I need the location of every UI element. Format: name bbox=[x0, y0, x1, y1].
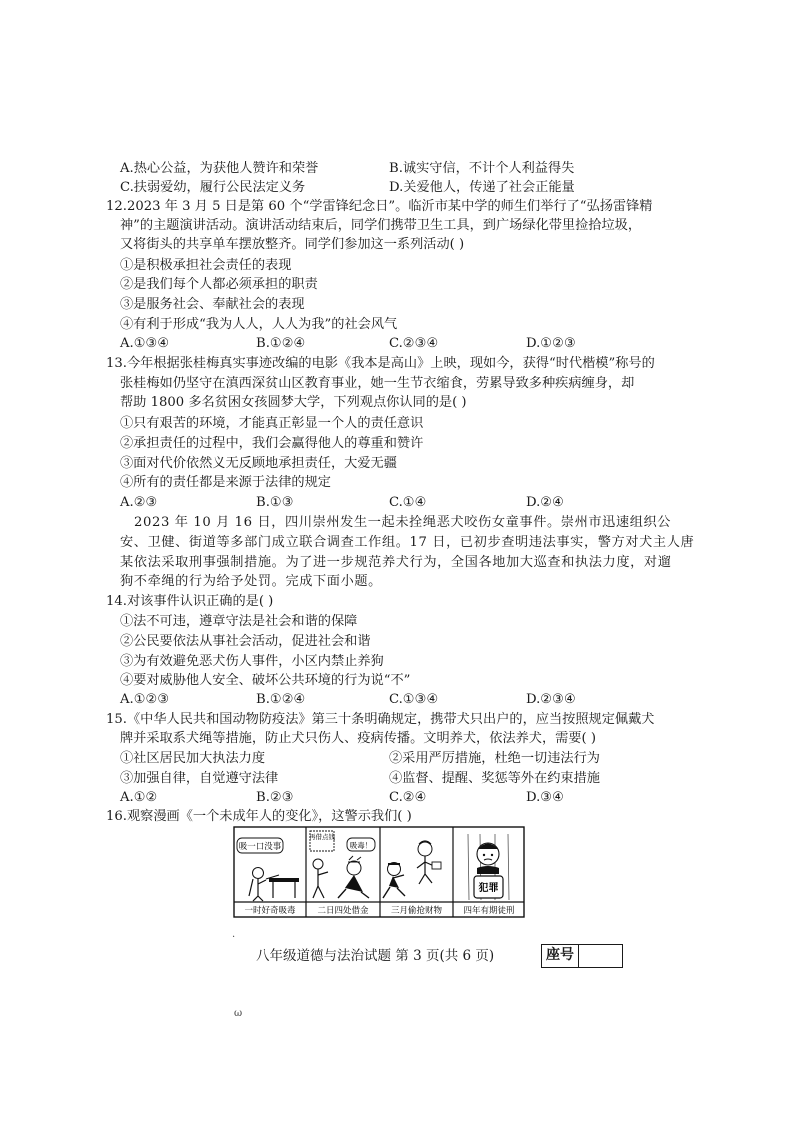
q13-item: ②承担责任的过程中，我们会赢得他人的尊重和赞许 bbox=[120, 436, 424, 451]
seat-number-label: 座号 bbox=[542, 945, 579, 967]
q12-stem-line: 12.2023 年 3 月 5 日是第 60 个“学雷锋纪念日”。临沂市某中学的师生们举行了“弘扬雷锋精 bbox=[106, 199, 653, 214]
q13-option-c: C.①④ bbox=[389, 495, 427, 510]
q15-item: ③加强自律，自觉遵守法律 bbox=[120, 771, 279, 786]
q15-item: ②采用严厉措施，杜绝一切违法行为 bbox=[389, 751, 600, 766]
page-footer: 八年级道德与法治试题 第 3 页(共 6 页) bbox=[256, 948, 495, 964]
q13-stem-line: 帮助 1800 多名贫困女孩圆梦大学，下列观点你认同的是( ) bbox=[120, 395, 467, 410]
q11-option-b: B.诚实守信，不计个人利益得失 bbox=[389, 161, 575, 176]
comic-caption: 二日四处借金 bbox=[317, 906, 369, 916]
seat-number-field[interactable] bbox=[580, 945, 622, 967]
comic-caption: 四年有期徒刑 bbox=[463, 906, 515, 916]
q12-option-d: D.①②③ bbox=[526, 336, 576, 351]
q12-item: ④有利于形成“我为人人，人人为我”的社会风气 bbox=[120, 317, 398, 332]
passage-line: 某依法采取刑事强制措施。为了进一步规范养犬行为，全国各地加大巡查和执法力度，对遛 bbox=[120, 555, 672, 570]
q12-item: ③是服务社会、奉献社会的表现 bbox=[120, 297, 305, 312]
comic-sign: 犯罪 bbox=[478, 883, 499, 894]
q13-item: ④所有的责任都是来源于法律的规定 bbox=[120, 475, 331, 490]
scan-mark: ω bbox=[234, 1008, 243, 1019]
q12-option-b: B.①②④ bbox=[256, 336, 306, 351]
q12-option-c: C.②③④ bbox=[389, 336, 439, 351]
scan-dot: . bbox=[232, 929, 236, 940]
q13-option-a: A.②③ bbox=[120, 495, 158, 510]
comic-bubble-1: 吸一口没事 bbox=[238, 842, 282, 852]
q16-stem: 16.观察漫画《一个未成年人的变化》，这警示我们( ) bbox=[106, 809, 412, 824]
comic-caption: 一时好奇吸毒 bbox=[244, 906, 296, 916]
q14-item: ③为有效避免恶犬伤人事件，小区内禁止养狗 bbox=[120, 654, 384, 669]
q15-option-b: B.②③ bbox=[256, 790, 294, 805]
q14-item: ①法不可违，遵章守法是社会和谐的保障 bbox=[120, 614, 358, 629]
passage-line: 安、卫健、街道等多部门成立联合调查工作组。17 日，已初步查明违法事实，警方对犬主人唐 bbox=[120, 535, 695, 550]
q14-item: ②公民要依法从事社会活动，促进社会和谐 bbox=[120, 634, 371, 649]
q15-stem-line: 牌并采取系犬绳等措施，防止犬只伤人、疫病传播。文明养犬，依法养犬，需要( ) bbox=[120, 731, 597, 746]
q14-item: ④要对威胁他人安全、破坏公共环境的行为说“不” bbox=[120, 673, 411, 688]
q11-option-c: C.扶弱爱幼，履行公民法定义务 bbox=[120, 180, 306, 195]
q12-option-a: A.①③④ bbox=[120, 336, 170, 351]
q15-option-c: C.②④ bbox=[389, 790, 427, 805]
q13-item: ①只有艰苦的环境，才能真正彰显一个人的责任意识 bbox=[120, 416, 424, 431]
passage-line: 狗不牵绳的行为给予处罚。完成下面小题。 bbox=[120, 574, 382, 589]
q13-option-b: B.①③ bbox=[256, 495, 294, 510]
comic-caption: 三月偷抢财物 bbox=[390, 906, 443, 916]
q12-item: ②是我们每个人都必须承担的职责 bbox=[120, 277, 318, 292]
q12-stem-line: 又将街头的共享单车摆放整齐。同学们参加这一系列活动( ) bbox=[120, 237, 465, 252]
q14-option-b: B.①②④ bbox=[256, 692, 306, 707]
q12-stem-line: 神”的主题演讲活动。演讲活动结束后，同学们携带卫生工具，到广场绿化带里捡拾垃圾， bbox=[120, 218, 642, 233]
q14-option-d: D.②③④ bbox=[526, 692, 576, 707]
q15-option-d: D.③④ bbox=[526, 790, 564, 805]
q11-option-d: D.关爱他人，传递了社会正能量 bbox=[389, 180, 575, 195]
q13-option-d: D.②④ bbox=[526, 495, 564, 510]
q15-stem-line: 15.《中华人民共和国动物防疫法》第三十条明确规定，携带犬只出户的，应当按照规定佩戴犬 bbox=[106, 712, 655, 727]
passage-line: 2023 年 10 月 16 日，四川崇州发生一起未拴绳恶犬咬伤女童事件。崇州市迅速组织公 bbox=[134, 515, 672, 530]
q15-option-a: A.①② bbox=[120, 790, 158, 805]
seat-number-box bbox=[541, 944, 623, 968]
q13-stem-line: 张桂梅如仍坚守在滇西深贫山区教育事业，她一生节衣缩食，劳累导致多种疾病缠身，却 bbox=[120, 376, 635, 391]
q14-option-a: A.①②③ bbox=[120, 692, 170, 707]
q15-item: ④监督、提醒、奖惩等外在约束措施 bbox=[389, 771, 600, 786]
comic-bubble-2: 再借点钱 bbox=[309, 833, 335, 841]
comic-strip bbox=[233, 826, 525, 918]
q15-item: ①社区居民加大执法力度 bbox=[120, 751, 266, 766]
q11-option-a: A.热心公益，为获他人赞许和荣誉 bbox=[120, 161, 319, 176]
q14-option-c: C.①③④ bbox=[389, 692, 439, 707]
q12-item: ①是积极承担社会责任的表现 bbox=[120, 258, 292, 273]
q13-stem-line: 13.今年根据张桂梅真实事迹改编的电影《我本是高山》上映，现如今，获得“时代楷模”称号的 bbox=[106, 356, 655, 371]
q14-stem: 14.对该事件认识正确的是( ) bbox=[106, 594, 274, 609]
comic-bubble-3: 吸毒！ bbox=[349, 841, 373, 850]
q13-item: ③面对代价依然义无反顾地承担责任，大爱无疆 bbox=[120, 456, 397, 471]
